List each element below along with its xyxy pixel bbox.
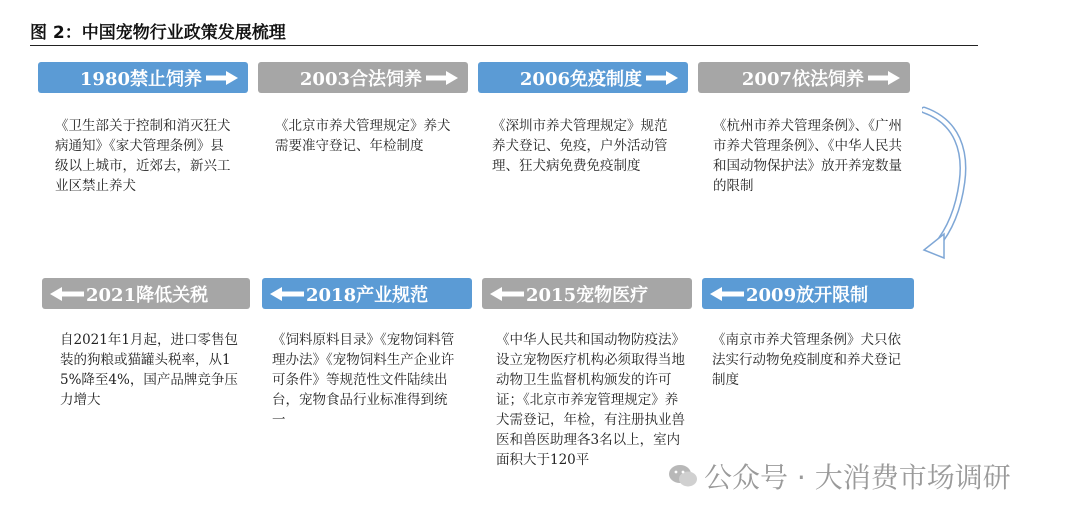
stage-label: 1980禁止饲养 [79,68,202,90]
right-arrow-icon [426,71,458,85]
stage-tag-2021 [42,278,250,309]
stage-tag-2015 [482,278,692,309]
stage-tag-2009 [702,278,914,309]
stage-label: 2009放开限制 [746,284,869,306]
right-arrow-icon [868,71,900,85]
stage-tag-2003 [258,62,468,93]
right-arrow-icon [646,71,678,85]
left-arrow-icon [50,287,84,301]
stage-label: 2006免疫制度 [519,68,642,90]
stage-label: 2015宠物医疗 [526,284,649,306]
stage-description-2009: 《南京市养犬管理条例》犬只依法实行动物免疫制度和养犬登记制度 [712,332,901,388]
stage-tag-2018 [262,278,472,309]
stage-tag-2006 [478,62,688,93]
stage-label: 2018产业规范 [306,284,429,306]
stage-description-2021: 自2021年1月起，进口零售包装的狗粮或猫罐头税率，从15%降至4%，国产品牌竞争压力增大 [60,332,238,408]
stage-tag-1980 [38,62,248,93]
wechat-icon [668,463,698,489]
figure-title: 图 2：中国宠物行业政策发展梳理 [30,23,286,43]
stage-description-2015: 《中华人民共和国动物防疫法》设立宠物医疗机构必须取得当地动物卫生监督机构颁发的许可证；《北京市养宠管理规定》养犬需登记，年检，有注册执业兽医和兽医助理各3名以上，室内面积大于120平 [496,332,685,468]
stage-label: 2007依法饲养 [741,68,864,90]
right-arrow-icon [206,71,238,85]
left-arrow-icon [490,287,524,301]
stage-description-2003: 《北京市养犬管理规定》养犬需要准守登记、年检制度 [275,118,451,154]
stage-description-1980: 《卫生部关于控制和消灭狂犬病通知》《家犬管理条例》县级以上城市，近郊去，新兴工业区禁止养犬 [55,118,231,194]
stage-label: 2021降低关税 [86,284,209,306]
watermark [668,456,1011,496]
stage-description-2018: 《饲料原料目录》《宠物饲料管理办法》《宠物饲料生产企业许可条件》等规范性文件陆续出台，宠物食品行业标准得到统一 [272,332,455,428]
stage-label: 2003合法饲养 [299,68,422,90]
left-arrow-icon [710,287,744,301]
stage-description-2006: 《深圳市养犬管理规定》规范养犬登记、免疫，户外活动管理、狂犬病免费免疫制度 [492,118,668,174]
loop-arrow-icon [922,100,972,262]
watermark-text: 公众号 · 大消费市场调研 [704,461,1011,494]
stage-tag-2007 [698,62,910,93]
left-arrow-icon [270,287,304,301]
stage-description-2007: 《杭州市养犬管理条例》、《广州市养犬管理条例》、《中华人民共和国动物保护法》放开养宠数量的限制 [713,118,902,194]
title-divider [30,45,978,46]
